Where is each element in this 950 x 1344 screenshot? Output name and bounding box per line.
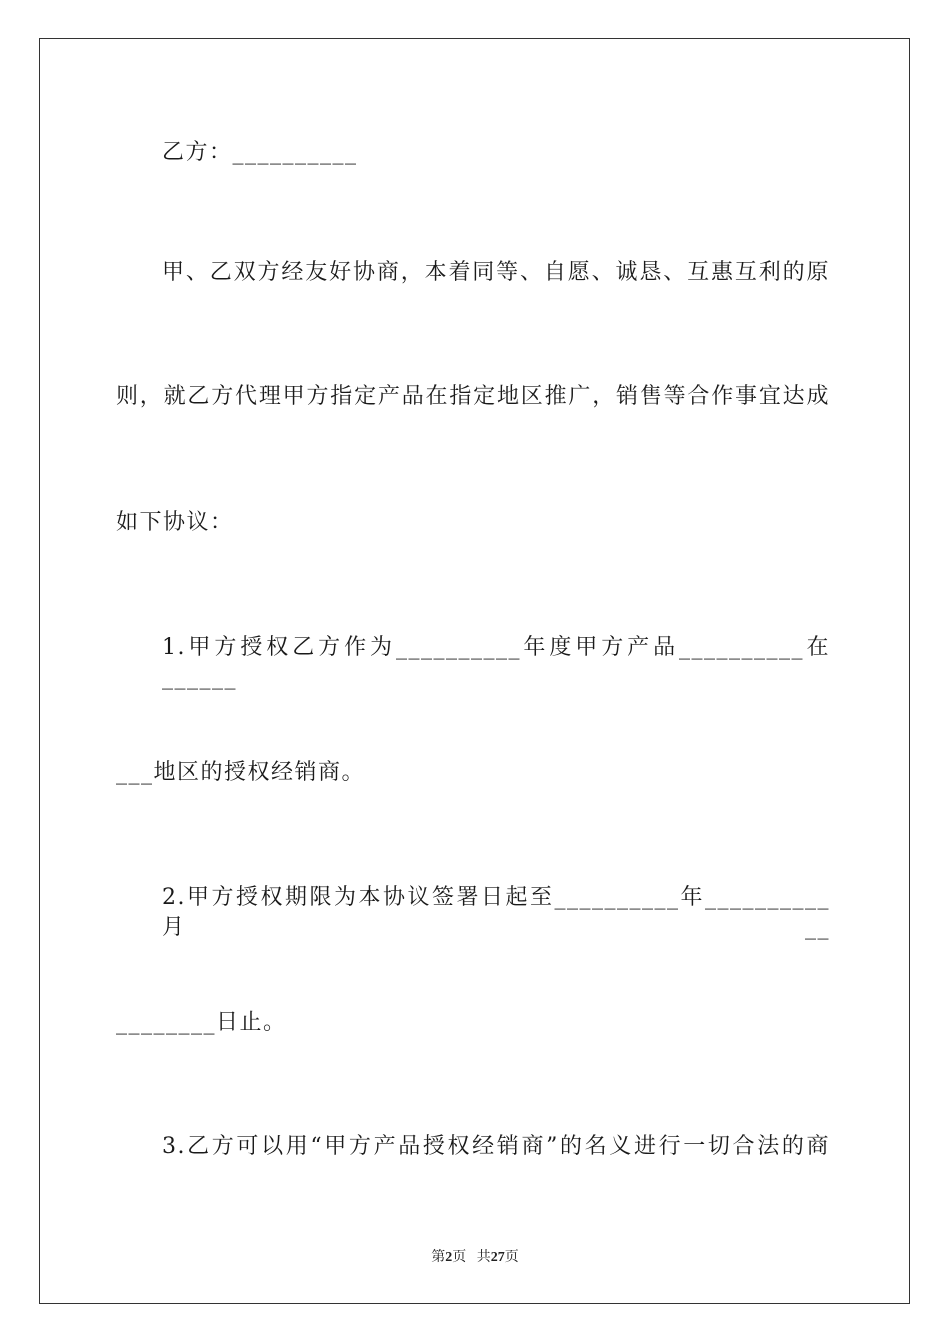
page-unit: 页 [452,1250,467,1265]
total-unit: 页 [504,1250,519,1265]
clause-3-line-1: 3.乙方可以用“甲方产品授权经销商”的名义进行一切合法的商 [162,1134,830,1159]
total-prefix: 共 [476,1250,491,1265]
page-current: 2 [445,1250,453,1265]
page-total: 27 [490,1250,505,1265]
paragraph-intro-line-3: 如下协议： [116,510,234,535]
party-b-line: 乙方：__________ [162,140,358,165]
page-prefix: 第 [431,1250,446,1265]
paragraph-intro-line-1: 甲、乙双方经友好协商，本着同等、自愿、诚恳、互惠互利的原 [162,260,830,285]
clause-1-line-1: 1.甲方授权乙方作为__________年度甲方产品__________在______ [162,635,830,690]
clause-2-line-2: ________日止。 [116,1010,287,1035]
clause-1-line-2: ___地区的授权经销商。 [116,760,366,785]
page-footer [0,1246,950,1266]
clause-2-line-1: 2.甲方授权期限为本协议签署日起至__________年__________月__ [162,885,830,940]
paragraph-intro-line-2: 则，就乙方代理甲方指定产品在指定地区推广，销售等合作事宜达成 [116,384,830,409]
